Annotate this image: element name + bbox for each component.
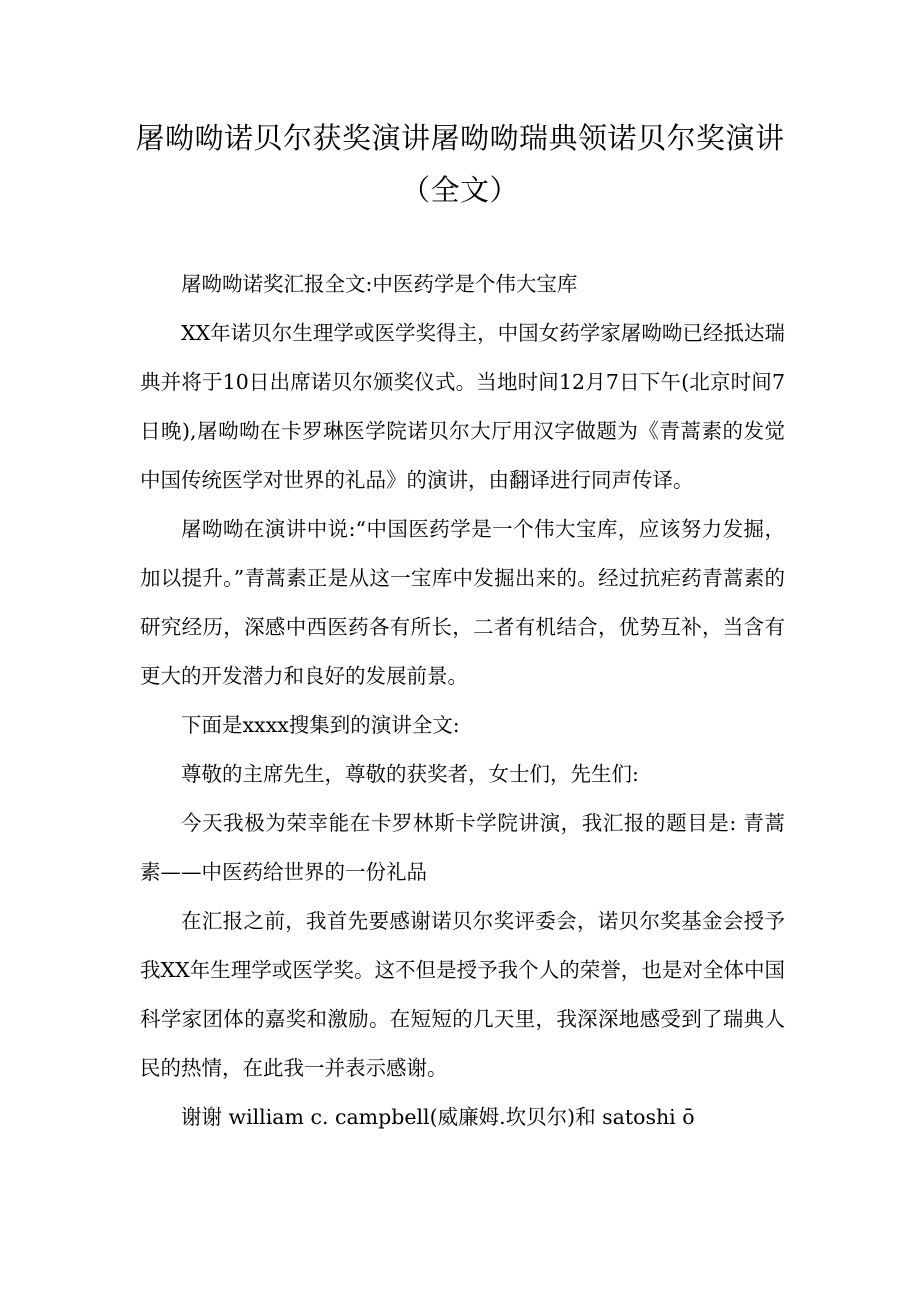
document-body: [140, 260, 785, 1142]
paragraph-3: 屠呦呦在演讲中说:“中国医药学是一个伟大宝库，应该努力发掘，加以提升。”青蒿素正是从这一宝库中发掘出来的。经过抗疟药青蒿素的研究经历，深感中西医药各有所长，二者有机结合，优势互补，当含有更大的开发潜力和良好的发展前景。: [140, 517, 785, 688]
paragraph-1: 屠呦呦诺奖汇报全文:中医药学是个伟大宝库: [181, 272, 578, 296]
paragraph-6: 今天我极为荣幸能在卡罗林斯卡学院讲演，我汇报的题目是: 青蒿素——中医药给世界的一份礼品: [140, 811, 785, 884]
paragraph-8: 谢谢 william c. campbell(威廉姆.坎贝尔)和 satoshi ō: [181, 1105, 695, 1129]
paragraph-4: 下面是xxxx搜集到的演讲全文:: [181, 713, 460, 737]
document-title: 屠呦呦诺贝尔获奖演讲屠呦呦瑞典领诺贝尔奖演讲（全文）: [135, 121, 785, 207]
paragraph-7: 在汇报之前，我首先要感谢诺贝尔奖评委会，诺贝尔奖基金会授予我XX年生理学或医学奖。这不但是授予我个人的荣誉，也是对全体中国科学家团体的嘉奖和激励。在短短的几天里，我深深地感受到了瑞典人民的热情，在此我一并表示感谢。: [140, 909, 785, 1080]
paragraph-2: XX年诺贝尔生理学或医学奖得主，中国女药学家屠呦呦已经抵达瑞典并将于10日出席诺贝尔颁奖仪式。当地时间12月7日下午(北京时间7日晚),屠呦呦在卡罗琳医学院诺贝尔大厅用汉字做题为《青蒿素的发觉 中国传统医学对世界的礼品》的演讲，由翻译进行同声传译。: [140, 321, 785, 492]
paragraph-5: 尊敬的主席先生，尊敬的获奖者，女士们，先生们:: [181, 762, 639, 786]
